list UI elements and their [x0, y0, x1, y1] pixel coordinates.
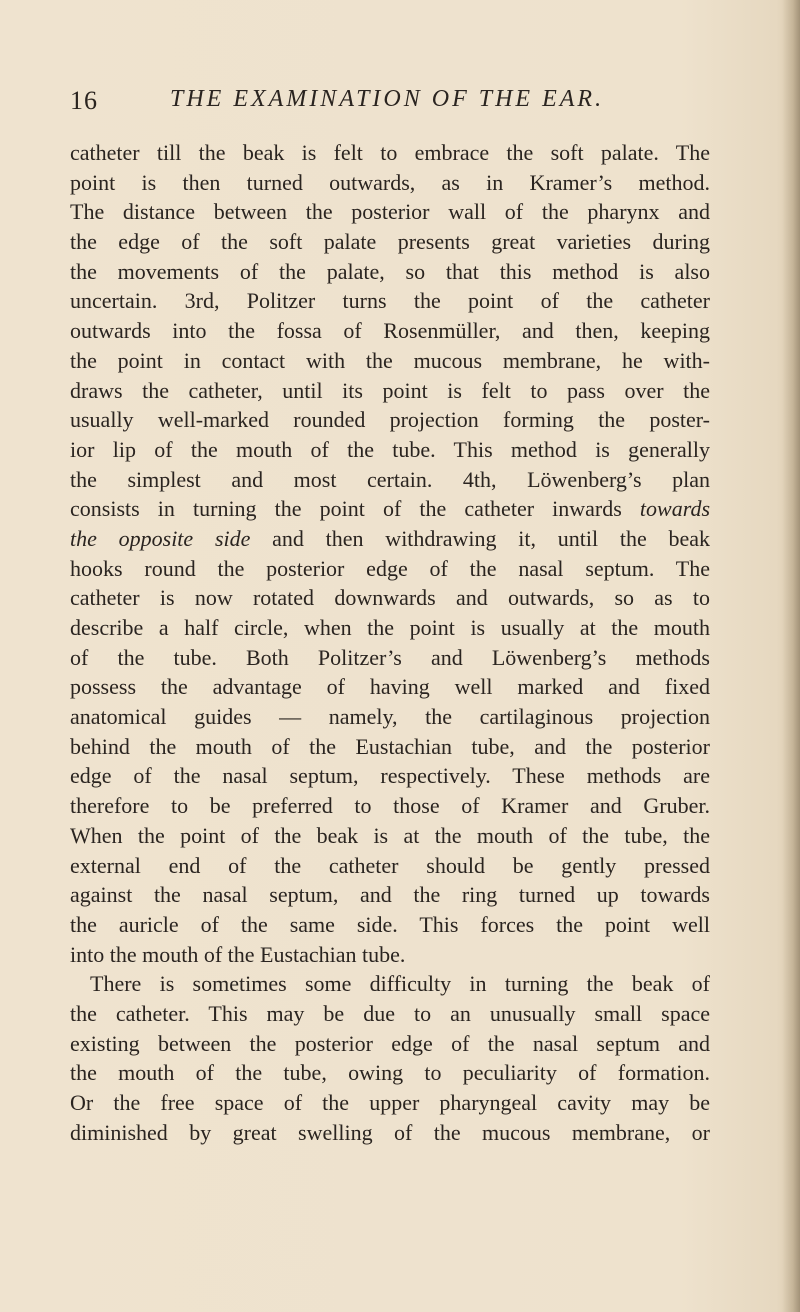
text-line: catheter till the beak is felt to embrace the soft palate. The	[70, 140, 710, 165]
text-line: the mouth of the tube, owing to peculiarity of formation.	[70, 1060, 710, 1086]
text-line: the auricle of the same side. This forces the point well	[70, 911, 710, 937]
text-line: therefore to be preferred to those of Kramer and Gruber.	[70, 793, 710, 819]
text-run: consists in turning the point of the catheter inwards	[70, 496, 640, 522]
text-line: draws the catheter, until its point is felt to pass over the	[70, 377, 710, 403]
text-line: There is sometimes some difficulty in turning the beak of	[90, 971, 710, 997]
text-line: existing between the posterior edge of the nasal septum and	[70, 1030, 710, 1056]
text-line: ior lip of the mouth of the tube. This method is generally	[70, 436, 710, 462]
text-line-with-italic	[70, 524, 710, 554]
text-line: behind the mouth of the Eustachian tube, and the posterior	[70, 733, 710, 759]
page-edge-shadow	[782, 0, 800, 1312]
text-line: hooks round the posterior edge of the nasal septum. The	[70, 555, 710, 581]
text-line: diminished by great swelling of the mucous membrane, or	[70, 1119, 710, 1145]
text-line-with-italic	[70, 494, 710, 524]
text-run: and then withdrawing it, until the beak	[250, 525, 711, 551]
text-line: the movements of the palate, so that this method is also	[70, 258, 710, 284]
page-header	[70, 86, 710, 118]
text-line: usually well-marked rounded projection forming the poster-	[70, 407, 710, 433]
text-line: The distance between the posterior wall of the pharynx and	[70, 199, 710, 225]
text-line: outwards into the fossa of Rosenmüller, and then, keeping	[70, 318, 710, 344]
text-line: into the mouth of the Eustachian tube.	[70, 941, 406, 967]
text-line: the simplest and most certain. 4th, Löwenberg’s plan	[70, 466, 710, 492]
text-line: edge of the nasal septum, respectively. These methods are	[70, 763, 710, 789]
text-line: the edge of the soft palate presents great varieties during	[70, 229, 710, 255]
running-head: THE EXAMINATION OF THE EAR.	[170, 86, 605, 112]
text-line: point is then turned outwards, as in Kramer’s method.	[70, 169, 710, 195]
body-text	[70, 138, 710, 1147]
text-line: uncertain. 3rd, Politzer turns the point of the catheter	[70, 288, 710, 314]
text-line: the point in contact with the mucous membrane, he with-	[70, 347, 710, 373]
italic-text: the opposite side	[70, 525, 251, 551]
text-line: anatomical guides — namely, the cartilaginous projection	[70, 704, 710, 730]
text-line: of the tube. Both Politzer’s and Löwenberg’s methods	[70, 644, 710, 670]
text-line: possess the advantage of having well marked and fixed	[70, 674, 710, 700]
text-line: catheter is now rotated downwards and outwards, so as to	[70, 585, 710, 611]
page-number: 16	[70, 86, 98, 115]
text-line: describe a half circle, when the point is usually at the mouth	[70, 615, 710, 640]
italic-text: towards	[639, 496, 710, 522]
text-line: When the point of the beak is at the mouth of the tube, the	[70, 822, 710, 848]
text-line: against the nasal septum, and the ring turned up towards	[70, 882, 710, 908]
text-line: Or the free space of the upper pharyngeal cavity may be	[70, 1090, 710, 1115]
text-line: external end of the catheter should be gently pressed	[70, 852, 710, 878]
text-line: the catheter. This may be due to an unusually small space	[70, 1000, 710, 1026]
